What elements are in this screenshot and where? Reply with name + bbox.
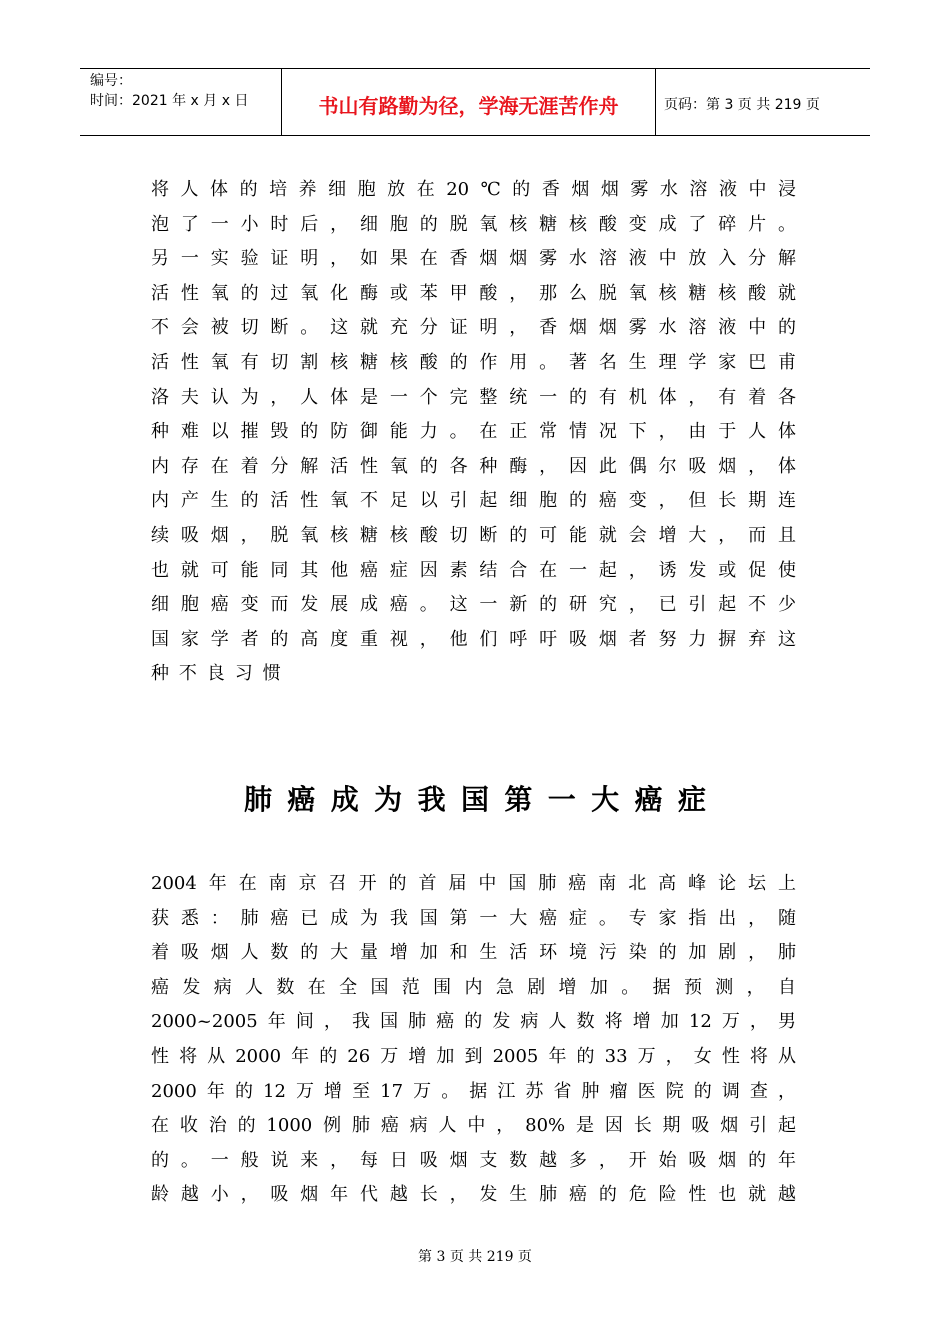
header-page-number: 页码：第 3 页 共 219 页	[664, 97, 820, 113]
document-number-label: 编号：	[90, 73, 132, 89]
text-line: 2000~2005年间，我国肺癌的发病人数将增加12万，男	[151, 1011, 796, 1033]
text-line: 2004年在南京召开的首届中国肺癌南北高峰论坛上	[151, 873, 796, 894]
section-heading: 肺癌成为我国第一大癌症	[243, 783, 722, 816]
text-line: 2000年的12万增至17万。据江苏省肿瘤医院的调查，	[151, 1080, 796, 1102]
text-line: 也就可能同其他癌症因素结合在一起，诱发或促使	[151, 559, 796, 581]
text-line: 另一实验证明，如果在香烟烟雾水溶液中放入分解	[151, 248, 796, 270]
text-line: 活性氧有切割核糖核酸的作用。著名生理学家巴甫	[151, 351, 796, 373]
text-line: 泡了一小时后，细胞的脱氧核糖核酸变成了碎片。	[151, 213, 796, 235]
page-footer: 第 3 页 共 219 页	[418, 1249, 532, 1265]
header-motto: 书山有路勤为径，学海无涯苦作舟	[282, 69, 656, 135]
body-paragraph-2	[151, 867, 796, 1213]
text-line: 内存在着分解活性氧的各种酶，因此偶尔吸烟，体	[151, 455, 796, 477]
text-line: 在收治的1000例肺癌病人中，80%是因长期吸烟引起	[151, 1115, 796, 1137]
text-line: 获悉：肺癌已成为我国第一大癌症。专家指出，随	[151, 907, 796, 929]
text-line: 国家学者的高度重视，他们呼吁吸烟者努力摒弃这	[151, 628, 796, 650]
document-time-label: 时间：2021 年 x 月 x 日	[90, 93, 249, 109]
text-line: 龄越小，吸烟年代越长，发生肺癌的危险性也就越	[151, 1184, 796, 1206]
text-line: 细胞癌变而发展成癌。这一新的研究，已引起不少	[151, 594, 796, 616]
text-line: 性将从2000年的26万增加到2005年的33万，女性将从	[151, 1045, 796, 1067]
text-line: 种难以摧毁的防御能力。在正常情况下，由于人体	[151, 421, 796, 443]
body-paragraph-1	[151, 173, 796, 692]
text-line: 种不良习惯	[151, 663, 291, 685]
text-line: 着吸烟人数的大量增加和生活环境污染的加剧，肺	[151, 942, 796, 964]
text-line: 洛夫认为，人体是一个完整统一的有机体，有着各	[151, 386, 796, 408]
page-header	[80, 68, 870, 136]
text-line: 的。一般说来，每日吸烟支数越多，开始吸烟的年	[151, 1149, 796, 1171]
text-line: 不会被切断。这就充分证明，香烟烟雾水溶液中的	[151, 317, 796, 339]
text-line: 续吸烟，脱氧核糖核酸切断的可能就会增大，而且	[151, 524, 796, 546]
header-meta	[80, 69, 282, 135]
text-line: 将人体的培养细胞放在20℃的香烟烟雾水溶液中浸	[151, 179, 796, 200]
text-line: 内产生的活性氧不足以引起细胞的癌变，但长期连	[151, 490, 796, 512]
text-line: 癌发病人数在全国范围内急剧增加。据预测，自	[151, 976, 796, 998]
text-line: 活性氧的过氧化酶或苯甲酸，那么脱氧核糖核酸就	[151, 282, 796, 304]
